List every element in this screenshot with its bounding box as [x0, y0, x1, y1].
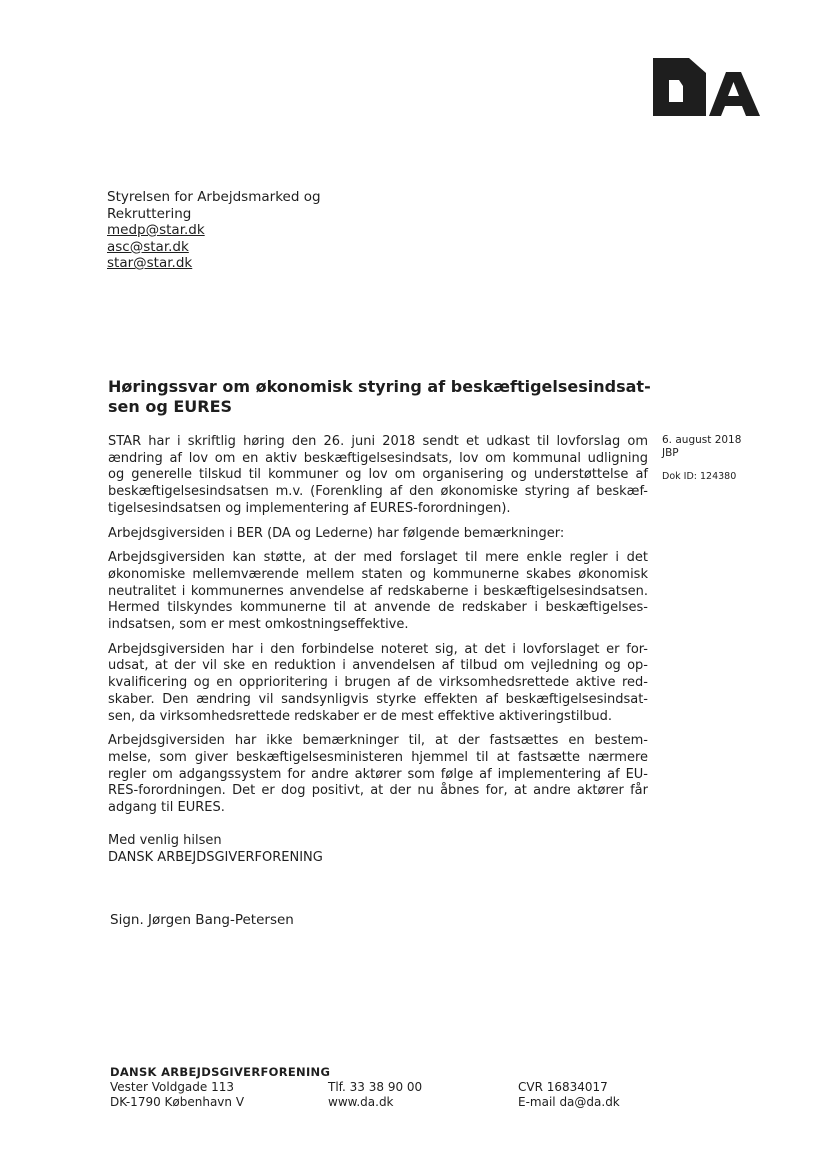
body-line: skaber. Den ændring vil sandsynligvis styrke effekten af beskæftigelsesindsat-	[108, 691, 648, 707]
recipient-email-link[interactable]: asc@star.dk	[107, 238, 189, 255]
letter-body	[108, 434, 648, 825]
body-line: Arbejdsgiversiden kan støtte, at der med forslaget til mere enkle regler i det	[108, 550, 648, 566]
footer-email: E-mail da@da.dk	[518, 1094, 620, 1109]
recipient-address	[107, 189, 321, 272]
closing-greeting: Med venlig hilsen	[108, 833, 222, 848]
da-logo	[653, 58, 763, 116]
closing-organization: DANSK ARBEJDSGIVERFORENING	[108, 849, 323, 865]
body-line: Hermed tilskyndes kommunerne til at anvende de redskaber i beskæftigelses-	[108, 600, 648, 616]
recipient-line: Rekruttering	[107, 205, 192, 222]
body-line: adgang til EURES.	[108, 800, 225, 816]
footer-contact	[328, 1080, 422, 1109]
body-line: udsat, at der vil ske en reduktion i anvendelsen af tilbud om vejledning og op-	[108, 658, 648, 674]
body-line: regler om adgangssystem for andre aktører som følge af implementering af EU-	[108, 766, 648, 782]
body-line: neutralitet i kommunernes anvendelse af redskaberne i beskæftigelsesindsatsen.	[108, 583, 648, 599]
footer-city: DK-1790 København V	[110, 1094, 245, 1109]
body-line: beskæftigelsesindsatsen m.v. (Forenkling af den økonomiske styring af beskæf-	[108, 484, 648, 500]
letter-date: 6. august 2018	[662, 434, 742, 446]
heading-line: Høringssvar om økonomisk styring af beskæftigelsesindsat-	[108, 377, 651, 396]
recipient-line: Styrelsen for Arbejdsmarked og	[107, 189, 321, 205]
footer-street: Vester Voldgade 113	[110, 1080, 235, 1094]
signature: Sign. Jørgen Bang-Petersen	[110, 912, 294, 928]
body-line: og generelle tilskud til kommuner og lov om organisering og understøttelse af	[108, 467, 648, 483]
logo-d-shape	[653, 58, 706, 116]
body-line: Arbejdsgiversiden i BER (DA og Lederne) har følgende bemærkninger:	[108, 525, 565, 541]
footer-organization: DANSK ARBEJDSGIVERFORENING	[110, 1065, 331, 1079]
body-line: RES-forordningen. Det er dog positivt, at der nu åbnes for, at andre aktører får	[108, 783, 648, 799]
body-line: indsatsen, som er mest omkostningseffektive.	[108, 617, 409, 633]
letter-closing	[108, 833, 323, 866]
body-line: tigelsesindsatsen og implementering af EURES-forordningen).	[108, 500, 511, 516]
recipient-email-link[interactable]: star@star.dk	[107, 255, 193, 271]
footer-phone: Tlf. 33 38 90 00	[328, 1080, 423, 1094]
letter-heading	[108, 377, 651, 417]
body-paragraph	[108, 434, 648, 518]
document-id: Dok ID: 124380	[662, 471, 737, 482]
body-paragraph	[108, 526, 648, 543]
footer-cvr: CVR 16834017	[518, 1080, 608, 1094]
body-line: ændring af lov om en aktiv beskæftigelsesindsats, lov om kommunal udligning	[108, 450, 648, 466]
letter-meta	[662, 434, 741, 483]
footer-registration	[518, 1080, 620, 1109]
body-line: Arbejdsgiversiden har i den forbindelse noteret sig, at det i lovforslaget er for-	[108, 641, 648, 657]
letter-footer	[110, 1065, 650, 1109]
body-line: sen, da virksomhedsrettede redskaber er de mest effektive aktiveringstilbud.	[108, 708, 613, 724]
footer-address	[110, 1080, 244, 1109]
body-line: kvalificering og en opprioritering i brugen af de virksomhedsrettede aktive red-	[108, 675, 648, 691]
footer-web: www.da.dk	[328, 1094, 394, 1109]
body-paragraph	[108, 642, 648, 726]
recipient-email-link[interactable]: medp@star.dk	[107, 222, 205, 238]
body-paragraph	[108, 733, 648, 817]
heading-line: sen og EURES	[108, 397, 233, 416]
body-paragraph	[108, 550, 648, 634]
logo-a-shape	[709, 72, 760, 116]
body-line: Arbejdsgiversiden har ikke bemærkninger til, at der fastsættes en bestem-	[108, 733, 648, 749]
letter-initials: JBP	[662, 447, 679, 459]
body-line: STAR har i skriftlig høring den 26. juni 2018 sendt et udkast til lovforslag om	[108, 434, 648, 449]
body-line: melse, som giver beskæftigelsesministeren hjemmel til at fastsætte nærmere	[108, 749, 648, 765]
body-line: økonomiske mellemværende mellem staten og kommunerne skabes økonomisk	[108, 566, 648, 582]
